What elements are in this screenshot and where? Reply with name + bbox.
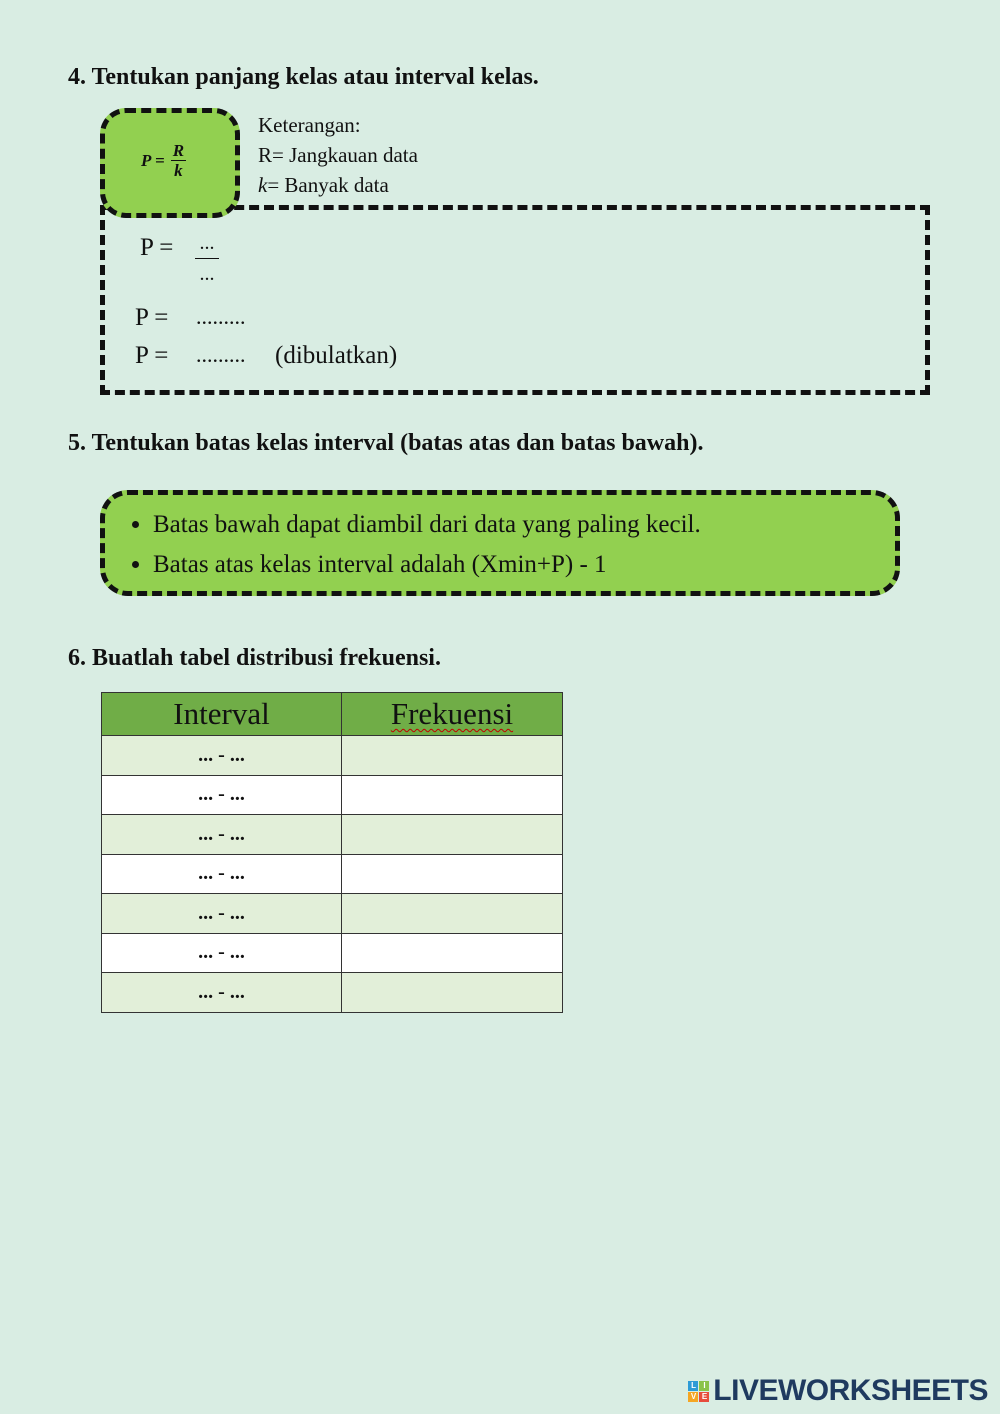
logo-letter: V xyxy=(688,1392,698,1402)
keterangan-k xyxy=(258,170,418,200)
interval-cell[interactable]: ... - ... xyxy=(102,894,342,934)
liveworksheets-logo xyxy=(688,1374,988,1408)
table-row xyxy=(102,775,563,815)
table-row xyxy=(102,894,563,934)
header-frekuensi-label: Frekuensi xyxy=(390,696,514,731)
interval-cell[interactable]: ... - ... xyxy=(102,736,342,776)
working-box xyxy=(100,205,930,395)
frequency-table xyxy=(101,692,563,1013)
interval-cell[interactable]: ... - ... xyxy=(102,775,342,815)
table-row xyxy=(102,736,563,776)
formula-denominator: k xyxy=(174,161,183,180)
frequency-cell[interactable] xyxy=(342,736,563,776)
working-line-3-label: P = xyxy=(135,342,169,369)
logo-letter: I xyxy=(699,1381,709,1391)
table-row xyxy=(102,973,563,1013)
working-line-2-value[interactable]: ......... xyxy=(196,304,246,329)
logo-letter: L xyxy=(688,1381,698,1391)
table-row xyxy=(102,933,563,973)
working-line-3-value[interactable]: ......... xyxy=(196,342,246,367)
header-interval: Interval xyxy=(102,693,342,736)
formula-numerator: R xyxy=(172,141,185,160)
section-4-heading: 4. Tentukan panjang kelas atau interval kelas. xyxy=(68,64,539,90)
tips-box xyxy=(100,490,900,596)
formula-badge xyxy=(100,108,240,218)
liveworksheets-logo-icon xyxy=(688,1381,709,1402)
frequency-cell[interactable] xyxy=(342,894,563,934)
working-line-3-note: (dibulatkan) xyxy=(275,342,398,369)
table-header-row xyxy=(102,693,563,736)
header-frekuensi xyxy=(342,693,563,736)
tip-item: • Batas bawah dapat diambil dari data yang paling kecil. xyxy=(153,505,895,545)
frequency-cell[interactable] xyxy=(342,815,563,855)
formula-lhs: P = xyxy=(141,150,165,170)
keterangan-r: R= Jangkauan data xyxy=(258,143,418,167)
keterangan-title: Keterangan: xyxy=(258,113,361,137)
working-line-2-label: P = xyxy=(135,304,169,331)
interval-cell[interactable]: ... - ... xyxy=(102,815,342,855)
interval-cell[interactable]: ... - ... xyxy=(102,933,342,973)
working-denominator[interactable]: ... xyxy=(199,263,215,285)
k-symbol: k xyxy=(258,173,268,197)
table-row xyxy=(102,854,563,894)
formula xyxy=(141,141,186,180)
section-6-heading: 6. Buatlah tabel distribusi frekuensi. xyxy=(68,645,441,671)
interval-cell[interactable]: ... - ... xyxy=(102,854,342,894)
tip-item: • Batas atas kelas interval adalah (Xmin+P) - 1 xyxy=(153,545,895,585)
working-line-1-label: P = xyxy=(140,234,174,261)
section-5-heading: 5. Tentukan batas kelas interval (batas atas dan batas bawah). xyxy=(68,430,704,456)
working-numerator[interactable]: ... xyxy=(199,232,215,254)
table-row xyxy=(102,815,563,855)
frequency-cell[interactable] xyxy=(342,854,563,894)
tips-list xyxy=(105,495,895,585)
frequency-cell[interactable] xyxy=(342,933,563,973)
keterangan xyxy=(258,110,418,200)
logo-text: LIVEWORKSHEETS xyxy=(713,1374,988,1407)
k-text: = Banyak data xyxy=(267,173,389,197)
frequency-cell[interactable] xyxy=(342,775,563,815)
interval-cell[interactable]: ... - ... xyxy=(102,973,342,1013)
logo-letter: E xyxy=(699,1392,709,1402)
formula-fraction xyxy=(171,141,186,180)
frequency-cell[interactable] xyxy=(342,973,563,1013)
